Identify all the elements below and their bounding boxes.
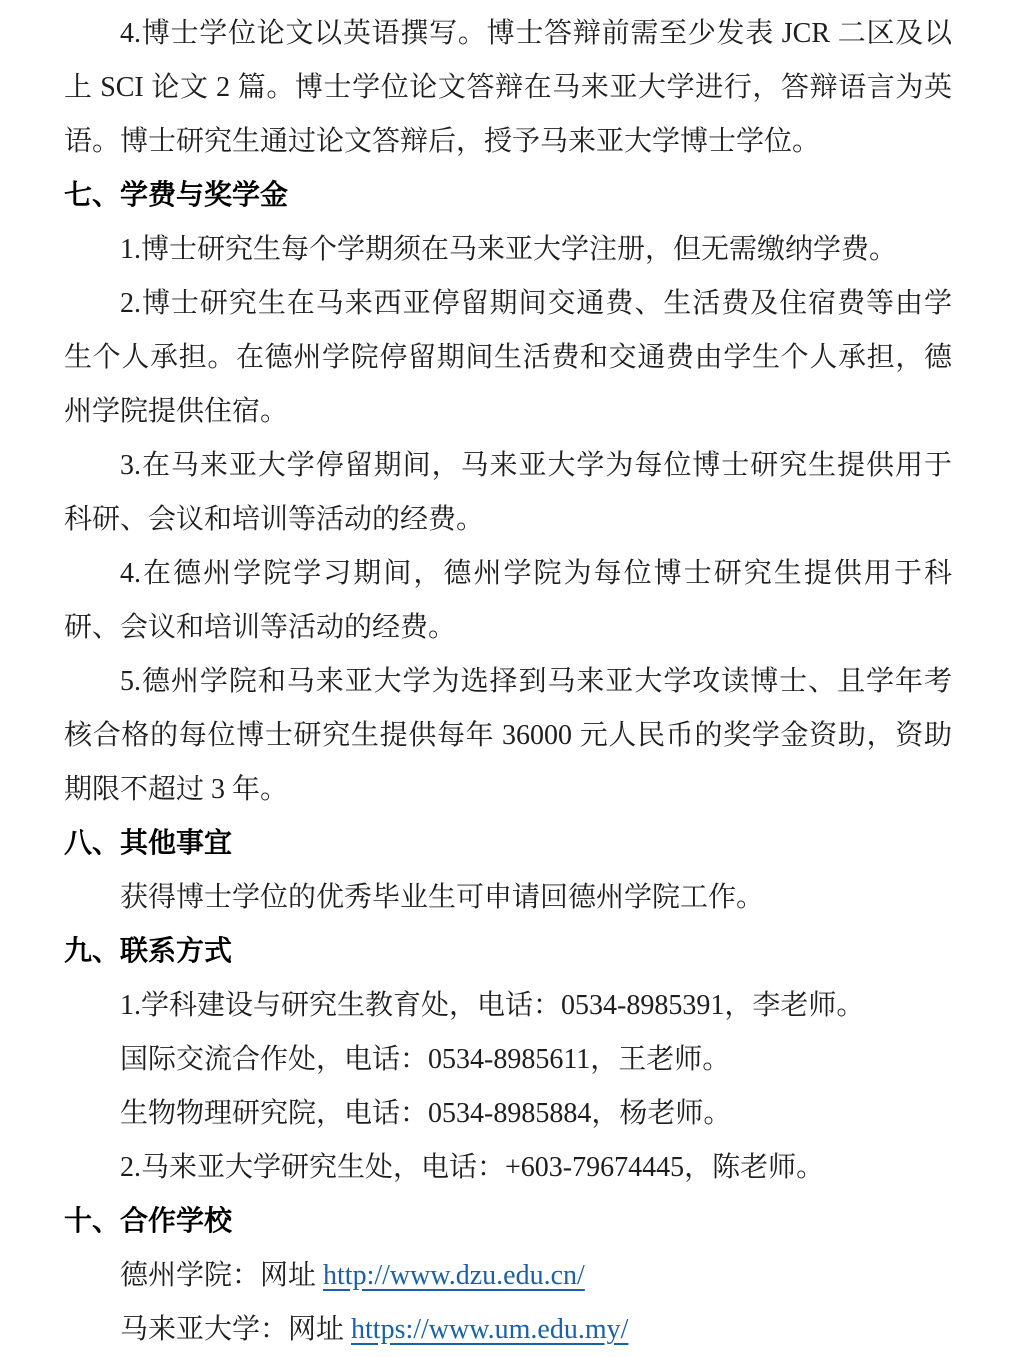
partner-dzu-label: 德州学院：网址	[120, 1260, 324, 1291]
paragraph-contact-biophysics-institute: 生物物理研究院，电话：0534-8985884，杨老师。	[120, 1098, 732, 1129]
paragraph-contact-um-graduate-office: 2.马来亚大学研究生处，电话：+603-79674445，陈老师。	[120, 1152, 825, 1183]
dzu-website-link[interactable]: http://www.dzu.edu.cn/	[323, 1260, 585, 1291]
section-heading-contact: 九、联系方式	[64, 936, 233, 967]
um-website-link[interactable]: https://www.um.edu.my/	[351, 1314, 629, 1345]
section-heading-other-matters: 八、其他事宜	[64, 828, 233, 859]
paragraph-thesis-requirements: 4.博士学位论文以英语撰写。博士答辩前需至少发表 JCR 二区及以上 SCI 论文 2 篇。博士学位论文答辩在马来亚大学进行，答辩语言为英语。博士研究生通过论文答辩后，授予马来亚大学博士学位。	[64, 18, 952, 157]
paragraph-tuition-4: 4.在德州学院学习期间，德州学院为每位博士研究生提供用于科研、会议和培训等活动的经费。	[64, 558, 952, 643]
paragraph-tuition-5: 5.德州学院和马来亚大学为选择到马来亚大学攻读博士、且学年考核合格的每位博士研究生提供每年 36000 元人民币的奖学金资助，资助期限不超过 3 年。	[64, 666, 952, 805]
paragraph-contact-graduate-office: 1.学科建设与研究生教育处，电话：0534-8985391，李老师。	[120, 990, 865, 1021]
partner-um-label: 马来亚大学：网址	[120, 1314, 352, 1345]
partner-line-um	[64, 1303, 952, 1357]
paragraph-tuition-3: 3.在马来亚大学停留期间，马来亚大学为每位博士研究生提供用于科研、会议和培训等活动的经费。	[64, 450, 952, 535]
paragraph-other-matters: 获得博士学位的优秀毕业生可申请回德州学院工作。	[120, 882, 765, 913]
section-heading-partner-schools: 十、合作学校	[64, 1206, 233, 1237]
partner-line-dzu	[64, 1249, 952, 1303]
section-heading-tuition-scholarship: 七、学费与奖学金	[64, 180, 289, 211]
paragraph-tuition-2: 2.博士研究生在马来西亚停留期间交通费、生活费及住宿费等由学生个人承担。在德州学院停留期间生活费和交通费由学生个人承担，德州学院提供住宿。	[64, 288, 952, 427]
paragraph-contact-international-office: 国际交流合作处，电话：0534-8985611，王老师。	[120, 1044, 731, 1075]
paragraph-tuition-1: 1.博士研究生每个学期须在马来亚大学注册，但无需缴纳学费。	[120, 234, 898, 265]
